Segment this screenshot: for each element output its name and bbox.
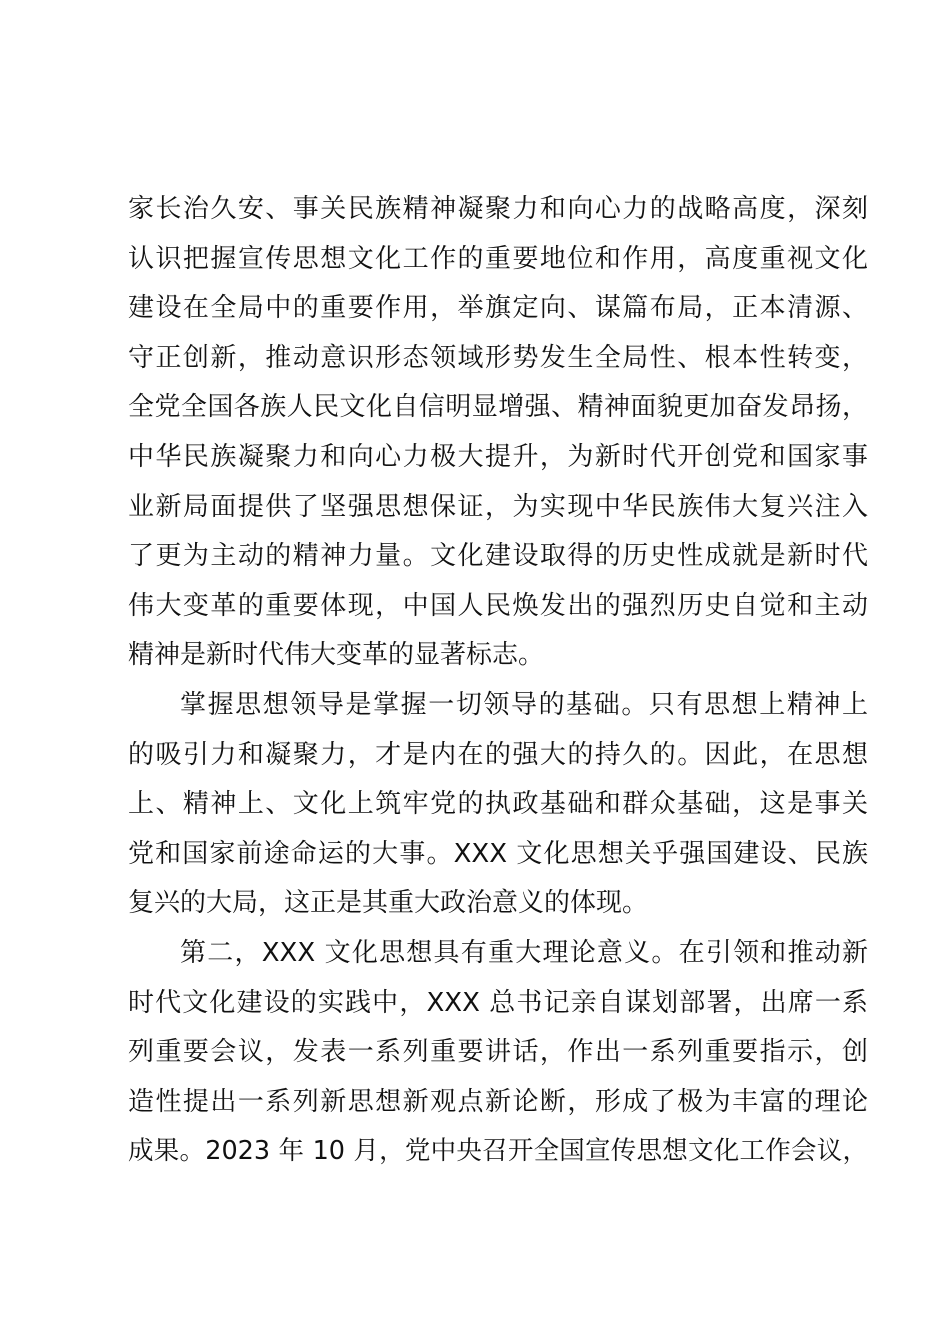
paragraph-line: 守正创新，推动意识形态领域形势发生全局性、根本性转变， [128, 342, 868, 373]
paragraph-line: 业新局面提供了坚强思想保证，为实现中华民族伟大复兴注入 [128, 491, 868, 522]
paragraph-line: 时代文化建设的实践中，XXX 总书记亲自谋划部署，出席一系 [128, 987, 868, 1018]
paragraph-line: 党和国家前途命运的大事。XXX 文化思想关乎强国建设、民族 [128, 838, 868, 869]
paragraph-line: 建设在全局中的重要作用，举旗定向、谋篇布局，正本清源、 [128, 293, 868, 324]
document-body [128, 185, 868, 1177]
paragraph-first-line: 第二，XXX 文化思想具有重大理论意义。在引领和推动新 [180, 937, 868, 968]
paragraph-first-line: 掌握思想领导是掌握一切领导的基础。只有思想上精神上 [180, 689, 868, 720]
paragraph-line: 中华民族凝聚力和向心力极大提升，为新时代开创党和国家事 [128, 441, 868, 472]
paragraph-line: 伟大变革的重要体现，中国人民焕发出的强烈历史自觉和主动 [128, 590, 868, 621]
paragraph-line: 家长治久安、事关民族精神凝聚力和向心力的战略高度，深刻 [128, 194, 868, 224]
paragraph-line: 的吸引力和凝聚力，才是内在的强大的持久的。因此，在思想 [128, 739, 868, 770]
paragraph-line: 造性提出一系列新思想新观点新论断，形成了极为丰富的理论 [128, 1086, 868, 1117]
paragraph-line: 成果。2023 年 10 月，党中央召开全国宣传思想文化工作会议， [128, 1136, 868, 1167]
paragraph-line: 认识把握宣传思想文化工作的重要地位和作用，高度重视文化 [128, 243, 868, 274]
paragraph-line: 列重要会议，发表一系列重要讲话，作出一系列重要指示，创 [128, 1037, 868, 1068]
paragraph-line: 了更为主动的精神力量。文化建设取得的历史性成就是新时代 [128, 541, 868, 572]
paragraph-line: 复兴的大局，这正是其重大政治意义的体现。 [128, 888, 649, 919]
paragraph-line: 精神是新时代伟大变革的显著标志。 [128, 640, 545, 671]
paragraph-line: 上、精神上、文化上筑牢党的执政基础和群众基础，这是事关 [128, 789, 868, 820]
paragraph-line: 全党全国各族人民文化自信明显增强、精神面貌更加奋发昂扬， [128, 392, 868, 423]
